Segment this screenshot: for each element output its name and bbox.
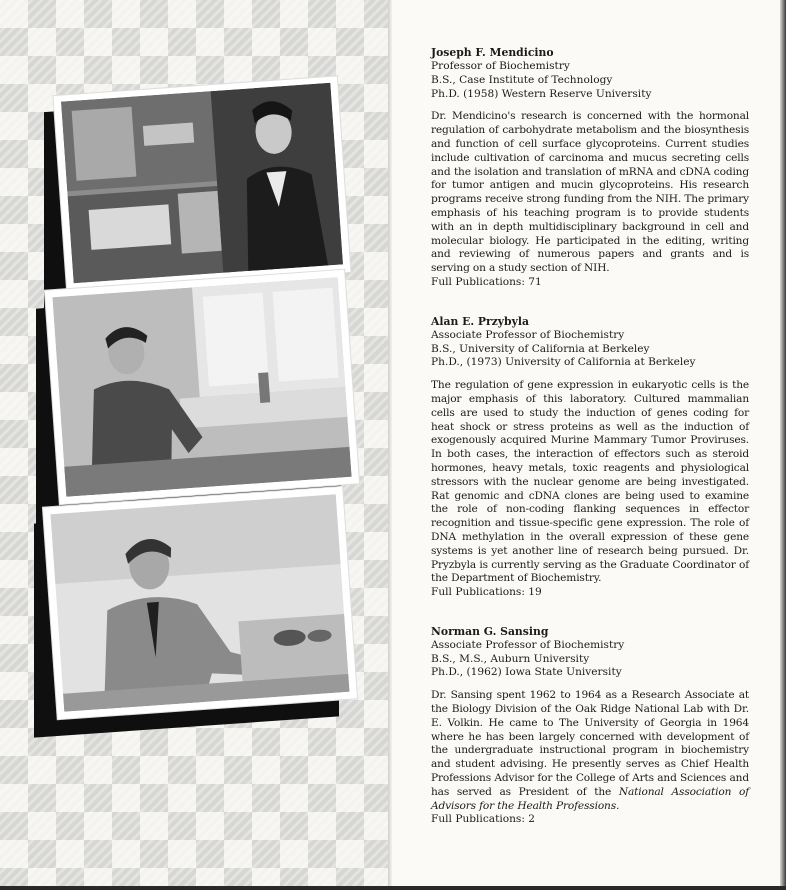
profile-publications: Full Publications: 19 [431, 586, 542, 599]
profile-title: Associate Professor of Biochemistry [431, 328, 625, 341]
profile-publications: Full Publications: 2 [431, 813, 536, 826]
profile-name: Alan E. Przybyla [431, 314, 529, 328]
profile-degree: Ph.D., (1973) University of California at Berkeley [431, 356, 696, 369]
lab-photo-mendicino-image [61, 83, 343, 283]
profile-przybyla [431, 315, 749, 600]
page-edge-shadow [780, 0, 786, 886]
profile-mendicino [431, 46, 749, 290]
profile-publications: Full Publications: 71 [431, 275, 542, 288]
profile-bio-italic-org: National Association of Advisors for the Health Professions. [431, 785, 749, 812]
profile-title: Professor of Biochemistry [431, 60, 570, 72]
lab-photo-przybyla-image [52, 277, 351, 496]
photo-sansing [34, 485, 350, 735]
photo-przybyla [36, 268, 354, 518]
profile-bio: The regulation of gene expression in eukaryotic cells is the major emphasis of this laboratory. Cultured mammalian cells are used to study the induction of genes coding for heat shock or stress proteins as well as the induction of exogenously acquired Murine Mammary Tumor Proviruses. In both cases, the interaction of effectors such as steroid hormones, heavy metals, toxic reagents and physiological stressors with the nuclear genome are being investigated. Rat genomic and cDNA clones are being used to examine the role of non-coding flanking sequences in effector recognition and tissue-specific gene expression. The role of DNA methylation in the overall expression of these gene systems is yet another line of research being pursued. Dr. Pryzbyla is currently serving as the Graduate Coordinator of the Department of Biochemistry. [431, 379, 749, 585]
profile-degree: B.S., M.S., Auburn University [431, 652, 590, 665]
profile-name: Norman G. Sansing [431, 624, 549, 638]
office-photo-sansing-image [50, 494, 349, 711]
page-fold [388, 0, 392, 886]
profile-degree: B.S., Case Institute of Technology [431, 73, 613, 86]
faculty-text-column [431, 46, 749, 852]
profile-degree: Ph.D. (1958) Western Reserve University [431, 87, 652, 100]
profile-degree: B.S., University of California at Berkeley [431, 342, 650, 355]
profile-name: Joseph F. Mendicino [431, 46, 554, 59]
profile-title: Associate Professor of Biochemistry [431, 638, 625, 651]
profile-bio-text: Dr. Sansing spent 1962 to 1964 as a Research Associate at the Biology Division of the Oak Ridge National Lab with Dr. E. Volkin. He came to The University of Georgia in 1964 where he has been largely concerned with development of the undergraduate instructional program in biochemistry and student advising. He presently serves as Chief Health Professions Advisor for the College of Arts and Sciences and has served as President of the [431, 689, 749, 798]
profile-sansing [431, 625, 749, 827]
profile-bio [431, 689, 749, 813]
profile-bio: Dr. Mendicino's research is concerned with the hormonal regulation of carbohydrate metabolism and the biosynthesis and function of cell surface glycoproteins. Current studies include cultivation of carcinoma and mucus secreting cells and the isolation and translation of mRNA and cDNA coding for tumor antigen and mucin glycoproteins. His research programs receive strong funding from the NIH. The primary emphasis of his teaching program is to provide students with an in depth multidisciplinary background in cell and molecular biology. He participated in the editing, writing and reviewing of numerous papers and grants and is serving on a study section of NIH. [431, 110, 749, 275]
profile-degree: Ph.D., (1962) Iowa State University [431, 666, 622, 679]
